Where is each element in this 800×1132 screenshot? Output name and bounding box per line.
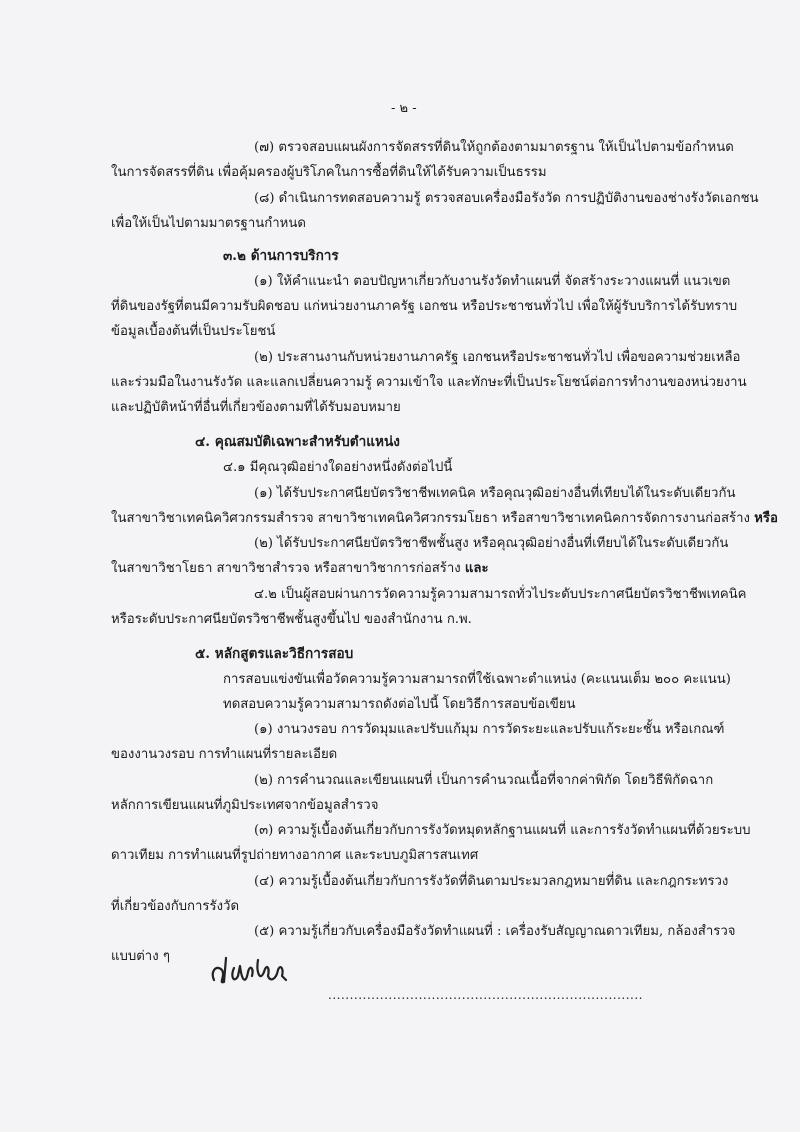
text-line: การสอบแข่งขันเพื่อวัดความรู้ความสามารถที่ใช้เฉพาะตำแหน่ง (คะแนนเต็ม ๒๐๐ คะแนน) [223, 672, 731, 687]
section-heading: ๔. คุณสมบัติเฉพาะสำหรับตำแหน่ง [195, 434, 400, 450]
text-line: และร่วมมือในงานรังวัด และแลกเปลี่ยนความรู้ ความเข้าใจ และทักษะที่เป็นประโยชน์ต่อการทำงานของหน่วยงาน [111, 375, 747, 390]
text-line: ๔.๑ มีคุณวุฒิอย่างใดอย่างหนึ่งดังต่อไปนี้ [223, 460, 453, 475]
text-line: (๑) ให้คำแนะนำ ตอบปัญหาเกี่ยวกับงานรังวัดทำแผนที่ จัดสร้างระวางแผนที่ แนวเขต [254, 274, 731, 289]
text-line: ดาวเทียม การทำแผนที่รูปถ่ายทางอากาศ และระบบภูมิสารสนเทศ [111, 848, 479, 863]
text-line: ในการจัดสรรที่ดิน เพื่อคุ้มครองผู้บริโภคในการซื้อที่ดินให้ได้รับความเป็นธรรม [111, 165, 547, 180]
text-line: หรือระดับประกาศนียบัตรวิชาชีพชั้นสูงขึ้นไป ของสำนักงาน ก.พ. [111, 612, 472, 627]
text-line: ของงานวงรอบ การทำแผนที่รายละเอียด [111, 747, 338, 762]
text-line: ที่เกี่ยวข้องกับการรังวัด [111, 899, 240, 914]
text-line: และปฏิบัติหน้าที่อื่นที่เกี่ยวข้องตามที่ได้รับมอบหมาย [111, 400, 401, 415]
text-line: ในสาขาวิชาโยธา สาขาวิชาสำรวจ หรือสาขาวิชาการก่อสร้าง และ [111, 561, 489, 576]
section-heading: ๕. หลักสูตรและวิธีการสอบ [195, 646, 354, 662]
text-line: ที่ดินของรัฐที่ตนมีความรับผิดชอบ แก่หน่วยงานภาครัฐ เอกชน หรือประชาชนทั่วไป เพื่อให้ผู้รับบริการได้รับทราบ [111, 299, 738, 314]
text-line: (๓) ความรู้เบื้องต้นเกี่ยวกับการรังวัดหมุดหลักฐานแผนที่ และการรังวัดทำแผนที่ด้วยระบบ [254, 823, 751, 838]
footer-dotted-line: ......................................................................... [328, 988, 643, 1002]
text-line: (๕) ความรู้เกี่ยวกับเครื่องมือรังวัดทำแผนที่ : เครื่องรับสัญญาณดาวเทียม, กล้องสำรวจ [254, 924, 736, 939]
handwritten-signature [208, 946, 298, 991]
text-line: (๒) การคำนวณและเขียนแผนที่ เป็นการคำนวณเนื้อที่จากค่าพิกัด โดยวิธีพิกัดฉาก [254, 773, 714, 788]
text-line: หลักการเขียนแผนที่ภูมิประเทศจากข้อมูลสำรวจ [111, 798, 379, 813]
page-number: - ๒ - [391, 101, 417, 116]
text-line: ทดสอบความรู้ความสามารถดังต่อไปนี้ โดยวิธีการสอบข้อเขียน [223, 697, 576, 712]
text-line: (๔) ความรู้เบื้องต้นเกี่ยวกับการรังวัดที่ดินตามประมวลกฎหมายที่ดิน และกฎกระทรวง [254, 874, 729, 889]
text-line: (๒) ได้รับประกาศนียบัตรวิชาชีพชั้นสูง หรือคุณวุฒิอย่างอื่นที่เทียบได้ในระดับเดียวกัน [254, 536, 729, 551]
text-line: (๘) ดำเนินการทดสอบความรู้ ตรวจสอบเครื่องมือรังวัด การปฏิบัติงานของช่างรังวัดเอกชน [254, 191, 759, 206]
text-line: (๑) งานวงรอบ การวัดมุมและปรับแก้มุม การวัดระยะและปรับแก้ระยะชั้น หรือเกณฑ์ [254, 722, 725, 737]
text-line: ๔.๒ เป็นผู้สอบผ่านการวัดความรู้ความสามารถทั่วไประดับประกาศนียบัตรวิชาชีพเทคนิค [254, 587, 747, 602]
section-heading: ๓.๒ ด้านการบริการ [223, 248, 339, 264]
text-line: ข้อมูลเบื้องต้นที่เป็นประโยชน์ [111, 324, 276, 339]
text-line: (๒) ประสานงานกับหน่วยงานภาครัฐ เอกชนหรือประชาชนทั่วไป เพื่อขอความช่วยเหลือ [254, 350, 741, 365]
text-line: (๗) ตรวจสอบแผนผังการจัดสรรที่ดินให้ถูกต้องตามมาตรฐาน ให้เป็นไปตามข้อกำหนด [254, 140, 734, 155]
text-line: ในสาขาวิชาเทคนิควิศวกรรมสำรวจ สาขาวิชาเทคนิควิศวกรรมโยธา หรือสาขาวิชาเทคนิคการจัดการงานก่อสร้าง หรือ [111, 511, 778, 526]
text-line: เพื่อให้เป็นไปตามมาตรฐานกำหนด [111, 216, 306, 231]
text-line: (๑) ได้รับประกาศนียบัตรวิชาชีพเทคนิค หรือคุณวุฒิอย่างอื่นที่เทียบได้ในระดับเดียวกัน [254, 486, 736, 501]
text-line: แบบต่าง ๆ [111, 949, 170, 964]
